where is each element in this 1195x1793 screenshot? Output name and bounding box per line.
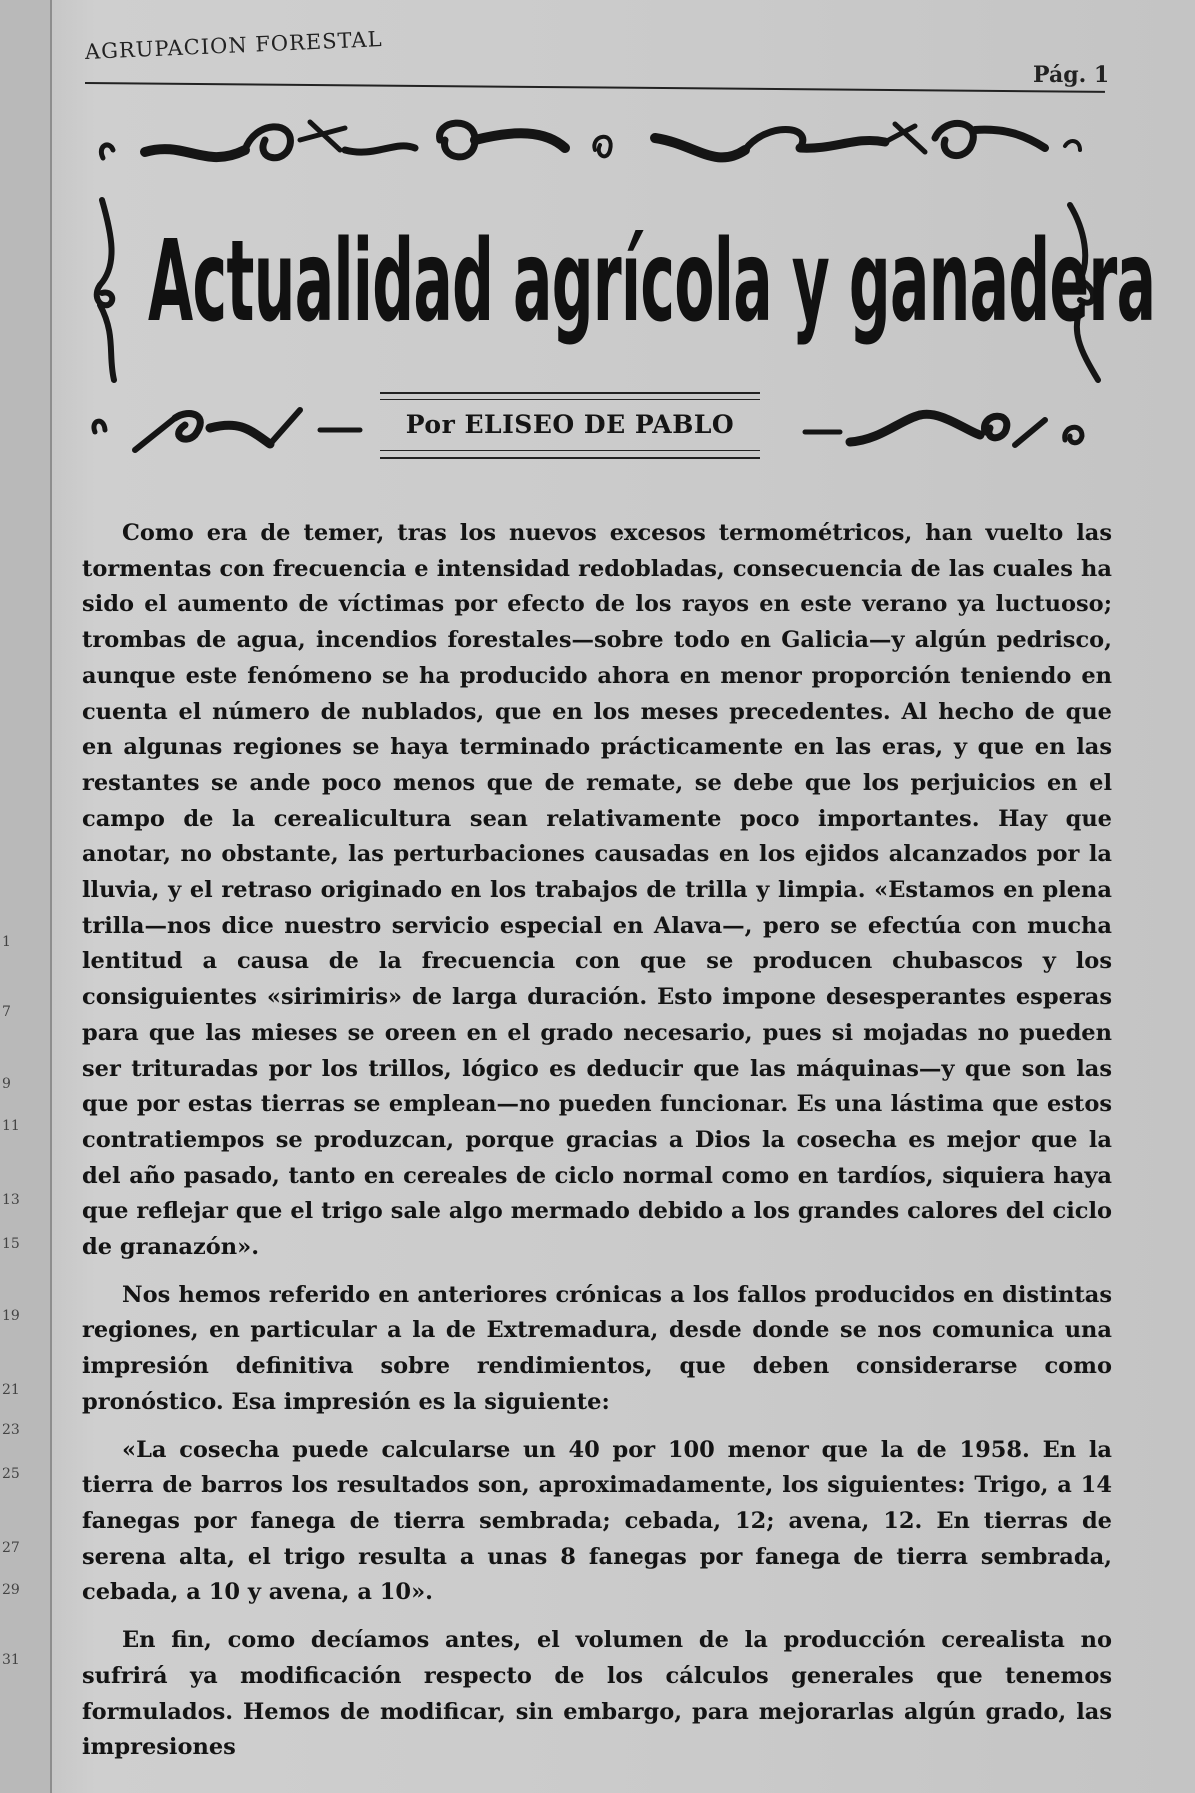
byline-rule: [380, 457, 760, 459]
byline-rule: [380, 450, 760, 451]
gutter-number: 21: [2, 1382, 20, 1398]
byline-box: [380, 392, 760, 462]
gutter-number: 25: [2, 1466, 20, 1482]
gutter-number: 9: [2, 1076, 11, 1092]
article-quote-paragraph: «La cosecha puede calcularse un 40 por 100 menor que la de 1958. En la tierra de barros los resultados son, aproximadamente, los siguientes: Trigo, a 14 fanegas por fanega de tierra sembrada; cebada, 12; avena, 12. En tierras de serena alta, el trigo resulta a unas 8 fanegas por fanega de tierra sembrada, cebada, a 10 y avena, a 10».: [82, 1436, 1112, 1606]
article-title: Actualidad agrícola y ganadera: [148, 216, 1156, 348]
byline-left-ornament: [90, 400, 380, 460]
article-paragraph: En fin, como decíamos antes, el volumen de la producción cerealista no sufrirá ya modificación respecto de los cálculos generales que tenemos formulados. Hemos de modificar, sin embargo, para mejorarlas algún grado, las impresiones: [82, 1627, 1112, 1761]
gutter-number: 29: [2, 1582, 20, 1598]
gutter-number: 19: [2, 1308, 20, 1324]
article-byline: Por ELISEO DE PABLO: [405, 410, 735, 439]
gutter-number: 31: [2, 1652, 20, 1668]
page-number: Pág. 1: [1033, 62, 1110, 88]
gutter-number: 27: [2, 1540, 20, 1556]
left-gutter: [0, 0, 52, 1793]
byline-right-ornament: [790, 400, 1100, 460]
top-flourish-ornament: [95, 110, 1095, 180]
left-bracket-ornament: [88, 195, 128, 385]
article-paragraph: Como era de temer, tras los nuevos excesos termométricos, han vuelto las tormentas con frecuencia e intensidad redobladas, consecuencia de las cuales ha sido el aumento de víctimas por efecto de los rayos en este verano ya luctuoso; trombas de agua, incendios forestales—sobre todo en Galicia—y algún pedrisco, aunque este fenómeno se ha producido ahora en menor proporción teniendo en cuenta el número de nublados, que en los meses precedentes. Al hecho de que en algunas regiones se haya terminado prácticamente en las eras, y que en las restantes se ande poco menos que de remate, se debe que los perjuicios en el campo de la cerealicultura sean relativamente poco importantes. Hay que anotar, no obstante, las perturbaciones causadas en los ejidos alcanzados por la lluvia, y el retraso originado en los trabajos de trilla y limpia. «Estamos en plena trilla—nos dice nuestro servicio especial en Alava—, pero se efectúa con mucha lentitud a causa de la frecuencia con que se producen chubascos y los consiguientes «sirimiris» de larga duración. Esto impone desesperantes esperas para que las mieses se oreen en el grado necesario, pues si mojadas no pueden ser trituradas por los trillos, lógico es deducir que las máquinas—y que son las que por estas tierras se emplean—no pueden funcionar. Es una lástima que estos contratiempos se produzcan, porque gracias a Dios la cosecha es mejor que la del año pasado, tanto en cereales de ciclo normal como en tardíos, siquiera haya que reflejar que el trigo sale algo mermado debido a los grandes calores del ciclo de granazón».: [82, 520, 1112, 1261]
gutter-number: 15: [2, 1236, 20, 1252]
header-rule: [85, 82, 1105, 93]
byline-rule: [380, 392, 760, 394]
gutter-number: 13: [2, 1192, 20, 1208]
publication-name: AGRUPACION FORESTAL: [84, 27, 383, 64]
article-paragraph: Nos hemos referido en anteriores crónicas a los fallos producidos en distintas regiones, en particular a la de Extremadura, desde donde se nos comunica una impresión definitiva sobre rendimientos, que deben considerarse como pronóstico. Esa impresión es la siguiente:: [82, 1281, 1112, 1415]
gutter-number: 1: [2, 934, 11, 950]
article-body: [82, 516, 1112, 1778]
gutter-number: 11: [2, 1118, 20, 1134]
gutter-number: 23: [2, 1422, 20, 1438]
byline-rule: [380, 399, 760, 400]
gutter-number: 7: [2, 1004, 11, 1020]
